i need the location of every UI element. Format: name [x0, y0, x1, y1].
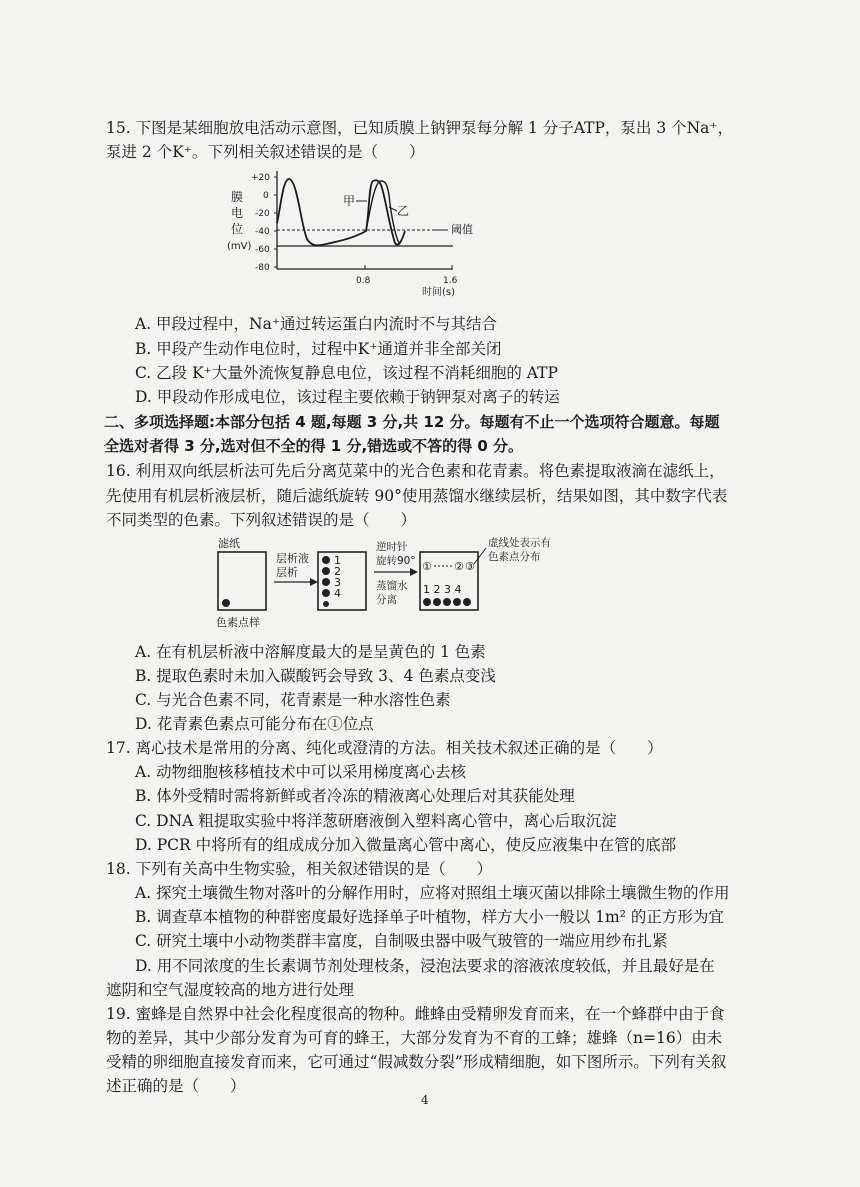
fig16-circled-1: ① — [422, 560, 432, 573]
membrane-potential-graph — [225, 165, 495, 300]
q15-option-a: A. 甲段过程中，Na⁺通过转运蛋白内流时不与其结合 — [135, 315, 498, 333]
q16-line3: 不同类型的色素。下列叙述错误的是（ ） — [106, 511, 417, 529]
graph15-ytick-3: -20 — [255, 209, 270, 219]
section2-heading-line2: 全选对者得 3 分,选对但不全的得 1 分,错选或不答的得 0 分。 — [104, 437, 524, 455]
fig16-row-nums: 1 2 3 4 — [423, 583, 462, 596]
q18-option-a: A. 探究土壤微生物对落叶的分解作用时，应将对照组土壤灭菌以排除土壤微生物的作用 — [135, 884, 730, 902]
q16-option-c: C. 与光合色素不同，花青素是一种水溶性色素 — [135, 691, 451, 709]
graph15-label-yi: 乙 — [397, 204, 410, 218]
graph15-ylabel-2: 电 — [231, 206, 244, 220]
fig16-num-4: 4 — [334, 587, 341, 600]
chromatography-diagram — [210, 534, 580, 634]
q16-option-b: B. 提取色素时未加入碳酸钙会导致 3、4 色素点变浅 — [135, 667, 496, 685]
q15-line1: 15. 下图是某细胞放电活动示意图，已知质膜上钠钾泵每分解 1 分子ATP，泵出 3 个Na⁺， — [106, 119, 734, 137]
fig16-step2-b: 旋转90° — [376, 555, 416, 567]
q17-option-c: C. DNA 粗提取实验中将洋葱研磨液倒入塑料离心管中，离心后取沉淀 — [135, 812, 617, 830]
fig16-circled-3: ③ — [465, 560, 475, 573]
fig16-step2-a: 逆时针 — [376, 541, 408, 553]
page-number: 4 — [421, 1093, 429, 1107]
q19-line2: 物的差异，其中少部分发育为可育的蜂王，大部分发育为不育的工蜂；雄蜂（n=16）由未 — [106, 1029, 723, 1047]
graph15-xlabel: 时间(s) — [422, 287, 456, 298]
q18-option-b: B. 调查草本植物的种群密度最好选择单子叶植物，样方大小一般以 1m² 的正方形为宜 — [135, 908, 724, 926]
graph15-ylabel-4: (mV) — [227, 241, 252, 252]
fig16-label-sample: 色素点样 — [216, 616, 260, 629]
fig16-step1-b: 层析 — [276, 566, 298, 579]
q16-line1: 16. 利用双向纸层析法可先后分离苋菜中的光合色素和花青素。将色素提取液滴在滤纸上， — [106, 462, 725, 480]
fig16-step2-d: 分离 — [376, 594, 397, 606]
fig16-step2-c: 蒸馏水 — [376, 580, 408, 592]
q18-option-d: D. 用不同浓度的生长素调节剂处理枝条，浸泡法要求的溶液浓度较低，并且最好是在 — [135, 957, 715, 975]
graph15-threshold-label: 阈值 — [451, 223, 473, 236]
q17-option-b: B. 体外受精时需将新鲜或者冷冻的精液离心处理后对其获能处理 — [135, 787, 575, 805]
q19-line3: 受精的卵细胞直接发育而来，它可通过“假减数分裂”形成精细胞，如下图所示。下列有关叙 — [106, 1053, 727, 1071]
graph15-ylabel-1: 膜 — [231, 190, 244, 204]
section2-heading-line1: 二、多项选择题:本部分包括 4 题,每题 3 分,共 12 分。每题有不止一个选项符合题意。每题 — [104, 413, 720, 431]
graph15-ylabel-3: 位 — [231, 222, 244, 236]
graph15-ytick-4: -40 — [255, 227, 270, 237]
graph15-xtick-2: 1.6 — [443, 276, 458, 286]
q17-option-a: A. 动物细胞核移植技术中可以采用梯度离心去核 — [135, 763, 467, 781]
q18-option-c: C. 研究土壤中小动物类群丰富度，自制吸虫器中吸气玻管的一端应用纱布扎紧 — [135, 932, 668, 950]
q18-option-d-cont: 遮阴和空气湿度较高的地方进行处理 — [106, 981, 355, 999]
fig16-step1-a: 层析液 — [276, 552, 309, 565]
fig16-note-2: 色素点分布 — [488, 551, 541, 563]
graph15-xtick-1: 0.8 — [356, 276, 371, 286]
fig16-label-paper: 滤纸 — [218, 537, 240, 550]
q17-line1: 17. 离心技术是常用的分离、纯化或澄清的方法。相关技术叙述正确的是（ ） — [106, 739, 663, 757]
graph15-ytick-1: +20 — [251, 173, 270, 183]
q16-option-d: D. 花青素色素点可能分布在①位点 — [135, 715, 374, 733]
fig16-num-2: 2 — [334, 565, 341, 578]
q19-line4: 述正确的是（ ） — [106, 1077, 246, 1095]
fig16-num-3: 3 — [334, 576, 341, 589]
graph15-label-jia: 甲 — [343, 194, 356, 208]
q18-line1: 18. 下列有关高中生物实验，相关叙述错误的是（ ） — [106, 860, 493, 878]
graph15-ytick-5: -60 — [255, 245, 270, 255]
q16-option-a: A. 在有机层析液中溶解度最大的是呈黄色的 1 色素 — [135, 643, 486, 661]
graph15-ytick-6: -80 — [255, 263, 270, 273]
q17-option-d: D. PCR 中将所有的组成成分加入微量离心管中离心，使反应液集中在管的底部 — [135, 836, 677, 854]
q15-option-c: C. 乙段 K⁺大量外流恢复静息电位，该过程不消耗细胞的 ATP — [135, 364, 558, 382]
fig16-note-1: 虚线处表示有 — [488, 537, 551, 549]
q16-line2: 先使用有机层析液层析，随后滤纸旋转 90°使用蒸馏水继续层析，结果如图，其中数字代表 — [106, 487, 728, 505]
fig16-circled-2: ② — [454, 560, 464, 573]
graph15-ytick-2: 0 — [263, 191, 269, 201]
fig16-num-1: 1 — [334, 554, 341, 567]
q15-line2: 泵进 2 个K⁺。下列相关叙述错误的是（ ） — [106, 143, 425, 161]
q15-option-b: B. 甲段产生动作电位时，过程中K⁺通道并非全部关闭 — [135, 340, 502, 358]
q15-option-d: D. 甲段动作形成电位，该过程主要依赖于钠钾泵对离子的转运 — [135, 388, 560, 406]
q19-line1: 19. 蜜蜂是自然界中社会化程度很高的物种。雌蜂由受精卵发育而来，在一个蜂群中由于食 — [106, 1005, 725, 1023]
